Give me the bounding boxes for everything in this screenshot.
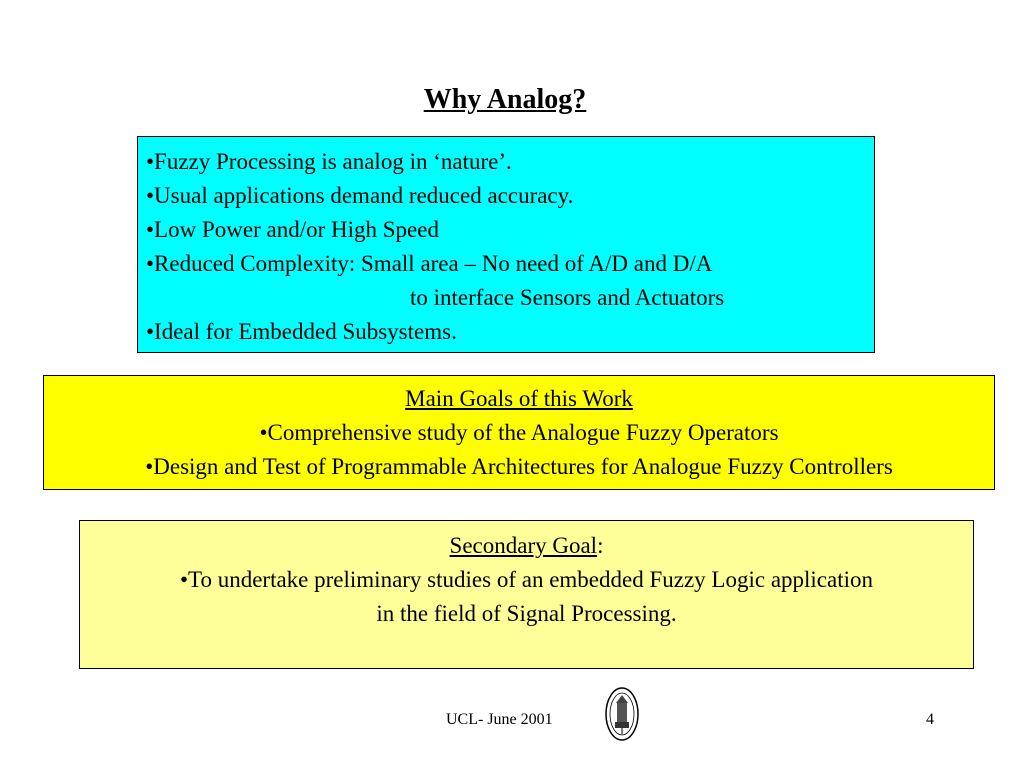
secondary-goal-box	[79, 520, 974, 669]
university-seal-icon	[604, 686, 640, 742]
secondary-goal-line: •To undertake preliminary studies of an embedded Fuzzy Logic application	[179, 567, 874, 592]
bullet-reduced-complexity-cont: to interface Sensors and Actuators	[410, 285, 725, 310]
bullet-low-power: •Low Power and/or High Speed	[146, 217, 439, 242]
bullet-embedded-subsystems: •Ideal for Embedded Subsystems.	[146, 319, 457, 344]
why-analog-box	[137, 136, 875, 353]
main-goals-heading: Main Goals of this Work	[405, 386, 633, 411]
secondary-goal-heading: Secondary Goal	[449, 533, 598, 558]
goal-item: •Comprehensive study of the Analogue Fuzzy Operators	[259, 420, 779, 445]
footer-date: UCL- June 2001	[446, 711, 553, 728]
page-number: 4	[926, 711, 934, 728]
goal-item: •Design and Test of Programmable Architectures for Analogue Fuzzy Controllers	[145, 454, 893, 479]
main-goals-box	[43, 375, 995, 490]
secondary-goal-line: in the field of Signal Processing.	[376, 601, 677, 626]
bullet-reduced-complexity: •Reduced Complexity: Small area – No need of A/D and D/A	[146, 251, 713, 276]
bullet-fuzzy-processing: •Fuzzy Processing is analog in ‘nature’.	[146, 149, 512, 174]
bullet-reduced-accuracy: •Usual applications demand reduced accuracy.	[146, 183, 574, 208]
secondary-goal-colon: :	[597, 533, 604, 558]
slide-title: Why Analog?	[423, 84, 587, 115]
